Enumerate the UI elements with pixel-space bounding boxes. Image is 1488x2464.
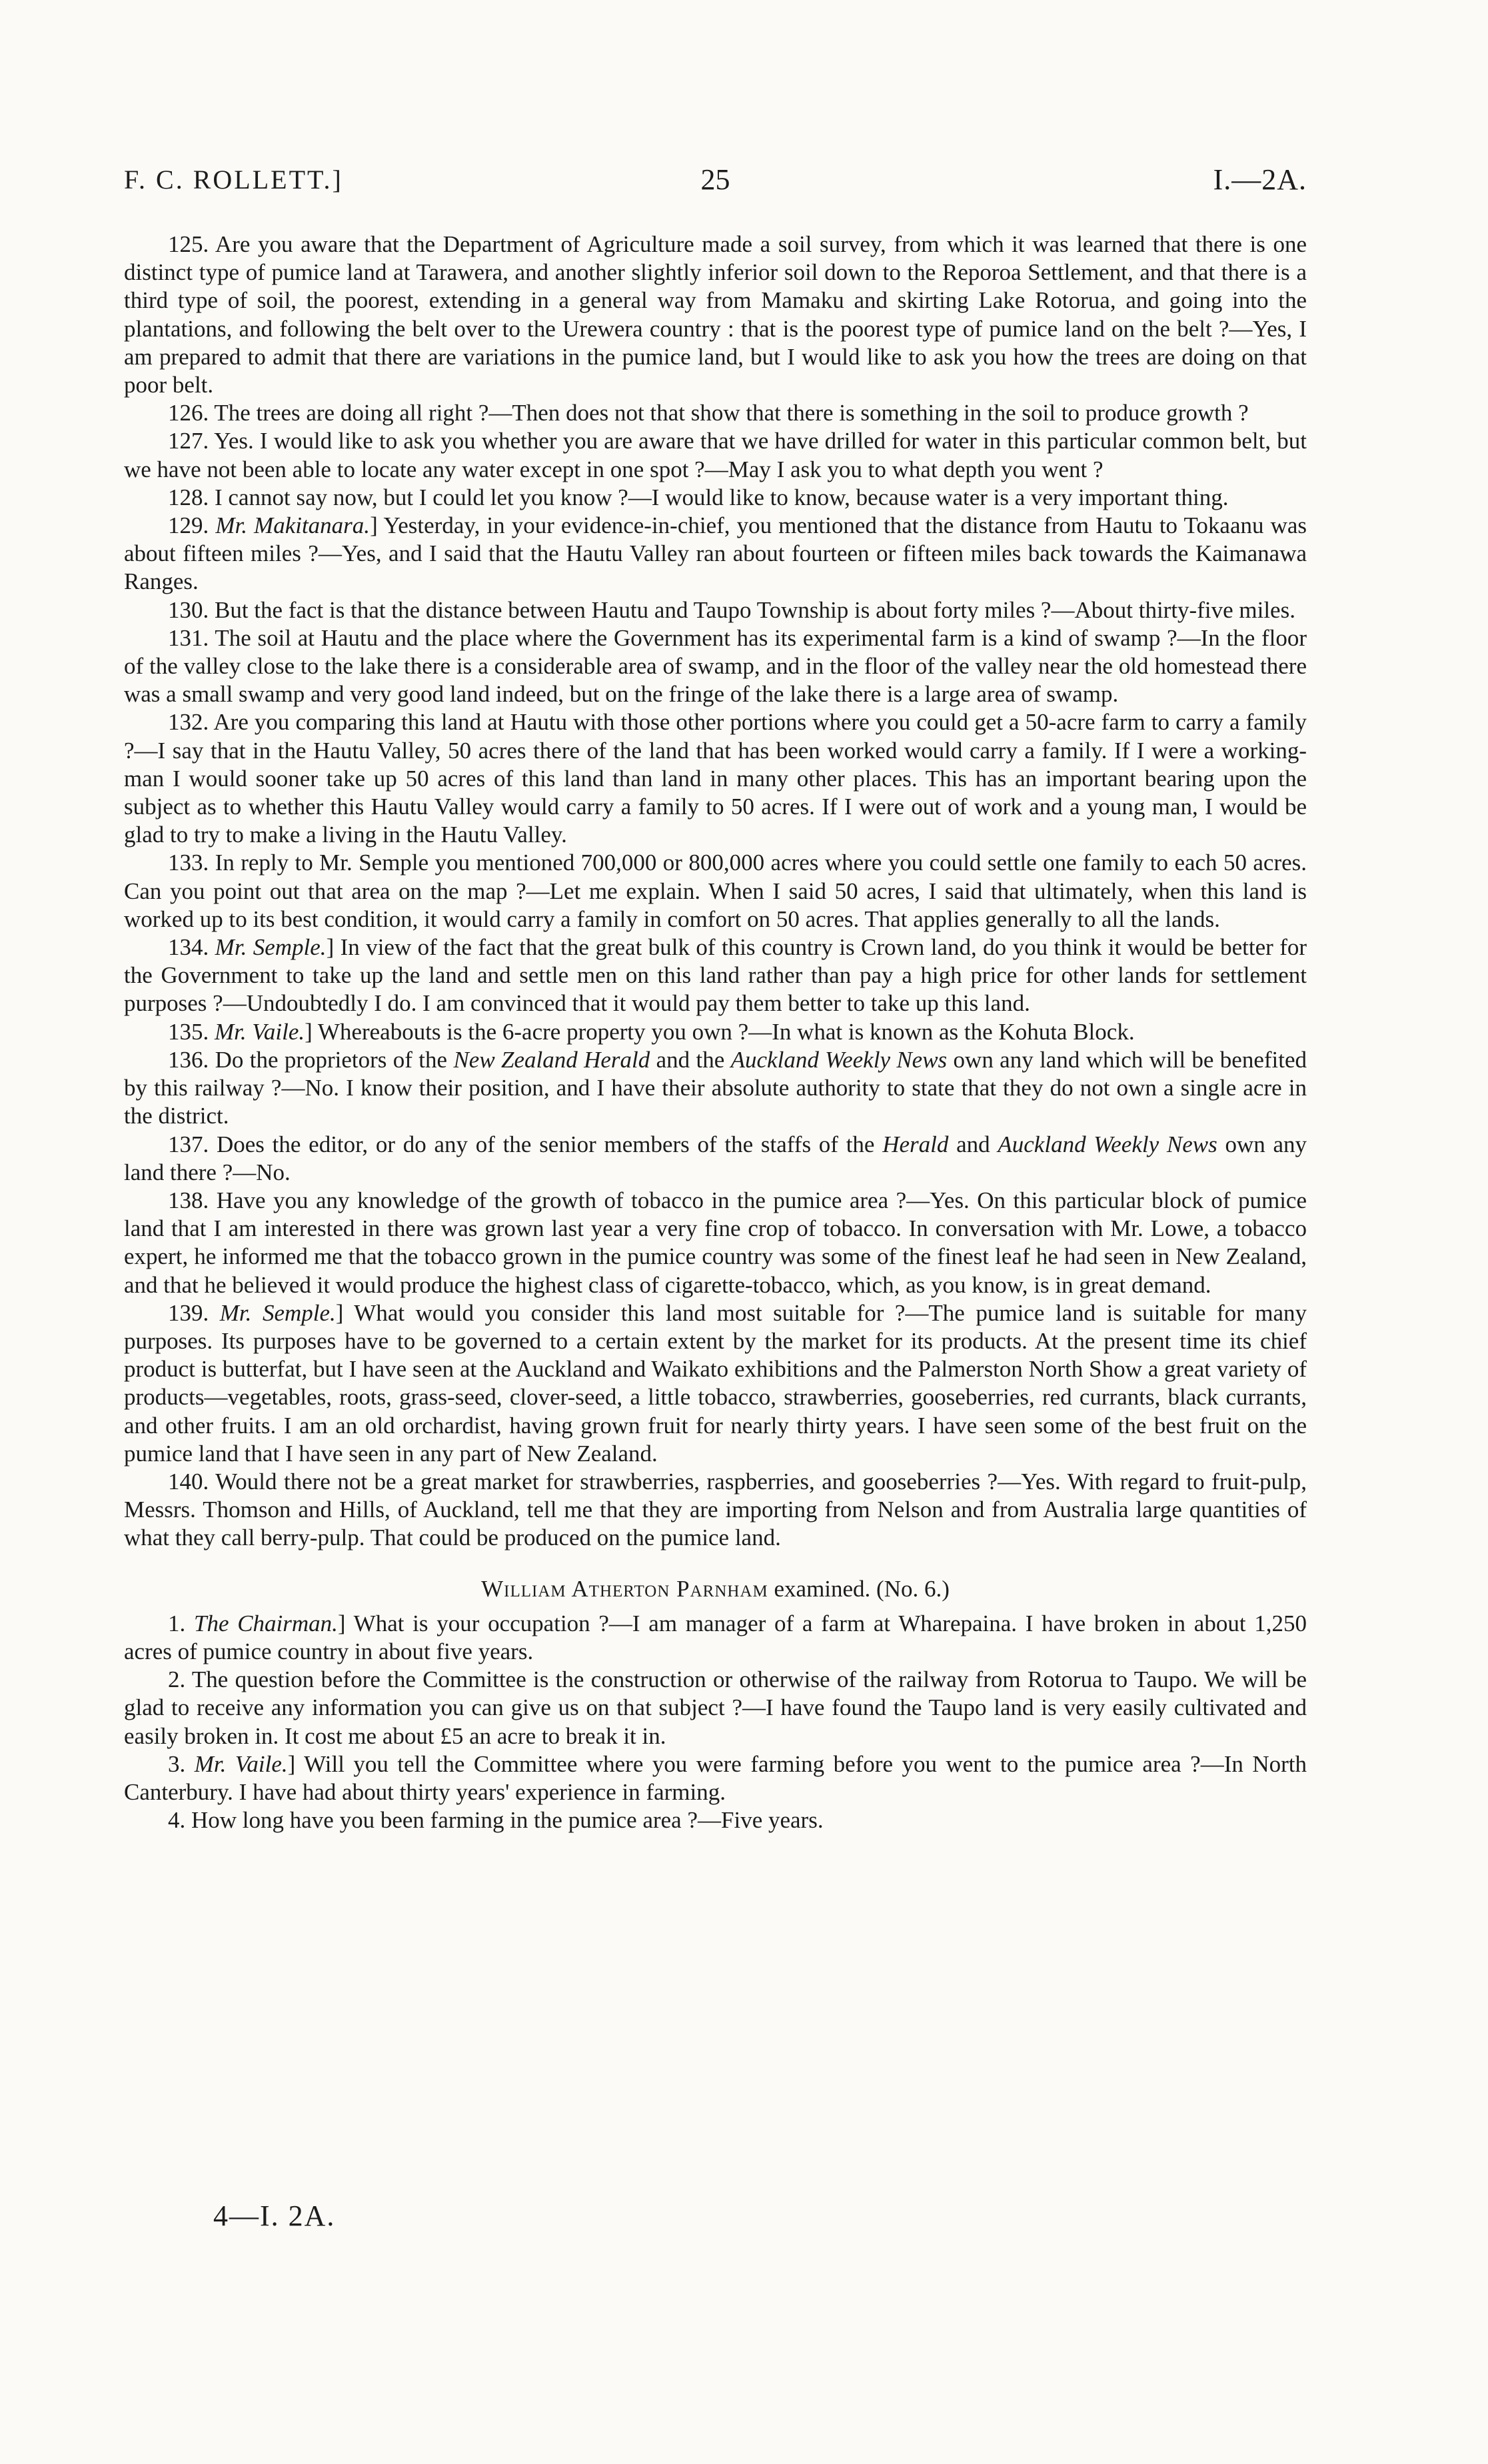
text-segment: 126. The trees are doing all right ?—Then does not that show that there is something in the soil to produce growth ? [168,400,1249,426]
text-segment: 4. How long have you been farming in the pumice area ?—Five years. [168,1807,824,1834]
italic-text: Mr. Vaile. [215,1018,305,1045]
page-body [124,231,1307,1834]
page-number: 25 [700,163,730,196]
paragraph [124,1299,1307,1468]
text-segment: own any land there ?—No. [124,1131,1307,1185]
document-reference: I.—2A. [1213,163,1307,196]
paragraph [124,849,1307,933]
text-segment: ] What is your occupation ?—I am manager of a farm at Wharepaina. I have broken in about 1,250 acres of pumice country in about five years. [124,1610,1307,1664]
paragraph [124,427,1307,483]
paragraph [124,1187,1307,1299]
italic-text: Auckland Weekly News [998,1131,1217,1157]
paragraph [124,484,1307,512]
text-segment: and the [650,1046,731,1073]
text-segment: 127. Yes. I would like to ask you whether you are aware that we have drilled for water in this particular common belt, but we have not been able to locate any water except in one spot ?—May I ask you to what depth you went ? [124,428,1307,482]
text-segment: 137. Does the editor, or do any of the senior members of the staffs of the [168,1131,883,1157]
paragraph [124,512,1307,596]
evidence-rollett [124,231,1307,1552]
text-segment: 135. [168,1018,215,1045]
page-footer-signature: 4—I. 2A. [213,2199,336,2232]
paragraph [124,1468,1307,1552]
text-segment: 128. I cannot say now, but I could let you know ?—I would like to know, because water is a very important thing. [168,484,1229,510]
text-segment: 1. [168,1610,194,1636]
paragraph [124,231,1307,399]
text-segment: ] In view of the fact that the great bulk of this country is Crown land, do you think it would be better for the Government to take up the land and settle men on this land rather than pay a high price for other lands for settlement purposes ?—Undoubtedly I do. I am convinced that it would pay them better to take up this land. [124,934,1307,1017]
text-segment: ] Whereabouts is the 6-acre property you own ?—In what is known as the Kohuta Block. [305,1018,1135,1045]
text-segment: 134. [168,934,215,961]
header-witness-name: F. C. ROLLETT.] [124,165,343,195]
text-segment: 140. Would there not be a great market for strawberries, raspberries, and gooseberries ?—Yes. With regard to fruit-pulp, Messrs. Thomson and Hills, of Auckland, tell me that they are importing from Nelson and from Australia large quantities of what they call berry-pulp. That could be produced on the pumice land. [124,1468,1307,1551]
text-segment: 131. The soil at Hautu and the place where the Government has its experimental farm is a kind of swamp ?—In the floor of the valley close to the lake there is a considerable area of swamp, and in the floor of the valley near the old homestead there was a small swamp and very good land indeed, but on the fringe of the lake there is a large area of swamp. [124,624,1307,708]
paragraph [124,1750,1307,1806]
text-segment: 129. [168,512,216,539]
italic-text: Auckland Weekly News [730,1046,948,1073]
paragraph [124,933,1307,1018]
italic-text: The Chairman. [193,1610,338,1636]
italic-text: Mr. Vaile. [194,1750,288,1777]
italic-text: Mr. Makitanara. [215,512,371,539]
italic-text: Mr. Semple. [215,934,327,961]
text-segment: 3. [168,1750,195,1777]
page-header [124,163,1307,203]
text-segment: 139. [168,1299,220,1326]
paragraph [124,624,1307,709]
paragraph [124,1018,1307,1046]
text-segment: ] Will you tell the Committee where you were farming before you went to the pumice area ?—In North Canterbury. I have had about thirty years' experience in farming. [124,1750,1307,1805]
paragraph [124,1131,1307,1187]
text-segment: 133. In reply to Mr. Semple you mentioned 700,000 or 800,000 acres where you could settle one family to each 50 acres. Can you point out that area on the map ?—Let me explain. When I said 50 acres, I said that ultimately, when this land is worked up to its best condition, it would carry a family in comfort on 50 acres. That applies generally to all the lands. [124,850,1307,932]
text-segment: 132. Are you comparing this land at Hautu with those other portions where you could get a 50-acre farm to carry a family ?—I say that in the Hautu Valley, 50 acres there of the land that has been worked would carry a family. If I were a working-man I would sooner take up 50 acres of this land than land in many other places. This has an important bearing upon the subject as to whether this Hautu Valley would carry a family to 50 acres. If I were out of work and a young man, I would be glad to try to make a living in the Hautu Valley. [124,709,1307,848]
paragraph [124,1806,1307,1834]
italic-text: Mr. Semple. [219,1299,336,1326]
text-segment: ] Yesterday, in your evidence-in-chief, you mentioned that the distance from Hautu to Tokaanu was about fifteen miles ?—Yes, and I said that the Hautu Valley ran about fourteen or fifteen miles back towards the Kaimanawa Ranges. [124,512,1307,595]
text-segment: 136. Do the proprietors of the [168,1046,454,1073]
witness-name: William Atherton Parnham [481,1575,768,1602]
witness-examined-label: examined. (No. 6.) [774,1575,950,1602]
italic-text: Herald [882,1131,949,1157]
text-segment: 125. Are you aware that the Department of Agriculture made a soil survey, from which it was learned that there is one distinct type of pumice land at Tarawera, and another slightly inferior soil down to the Reporoa Settlement, and that there is a third type of soil, the poorest, extending in a general way from Mamaku and skirting Lake Rotorua, and going into the plantations, and following the belt over to the Urewera country : that is the poorest type of pumice land on the belt ?—Yes, I am prepared to admit that there are variations in the pumice land, but I would like to ask you how the trees are doing on that poor belt. [124,231,1307,398]
italic-text: New Zealand Herald [453,1046,650,1073]
text-segment: 138. Have you any knowledge of the growth of tobacco in the pumice area ?—Yes. On this particular block of pumice land that I am interested in there was grown last year a very fine crop of tobacco. In conversation with Mr. Lowe, a tobacco expert, he informed me that the tobacco grown in the pumice country was some of the finest leaf he had seen in New Zealand, and that he believed it would produce the highest class of cigarette-tobacco, which, as you know, is in great demand. [124,1187,1307,1298]
text-segment: ] What would you consider this land most suitable for ?—The pumice land is suitable for many purposes. Its purposes have to be governed to a certain extent by the market for its products. At the present time its chief product is butterfat, but I have seen at the Auckland and Waikato exhibitions and the Palmerston North Show a great variety of products—vegetables, roots, grass-seed, clover-seed, a little tobacco, strawberries, gooseberries, red currants, black currants, and other fruits. I am an old orchardist, having grown fruit for nearly thirty years. I have seen some of the best fruit on the pumice land that I have seen in any part of New Zealand. [124,1299,1307,1467]
paragraph [124,708,1307,849]
text-segment: own any land which will be benefited by this railway ?—No. I know their position, and I have their absolute authority to state that they do not own a single acre in the district. [124,1046,1307,1129]
paragraph [124,399,1307,427]
paragraph [124,596,1307,624]
evidence-parnham [124,1610,1307,1835]
text-segment: 2. The question before the Committee is the construction or otherwise of the railway from Rotorua to Taupo. We will be glad to receive any information you can give us on that subject ?—I have found the Taupo land is very easily cultivated and easily broken in. It cost me about £5 an acre to break it in. [124,1666,1307,1749]
paragraph [124,1666,1307,1750]
paragraph [124,1610,1307,1666]
section-heading [124,1575,1307,1603]
text-segment: 130. But the fact is that the distance between Hautu and Taupo Township is about forty miles ?—About thirty-five miles. [168,596,1295,623]
text-segment: and [948,1131,998,1157]
paragraph [124,1046,1307,1131]
